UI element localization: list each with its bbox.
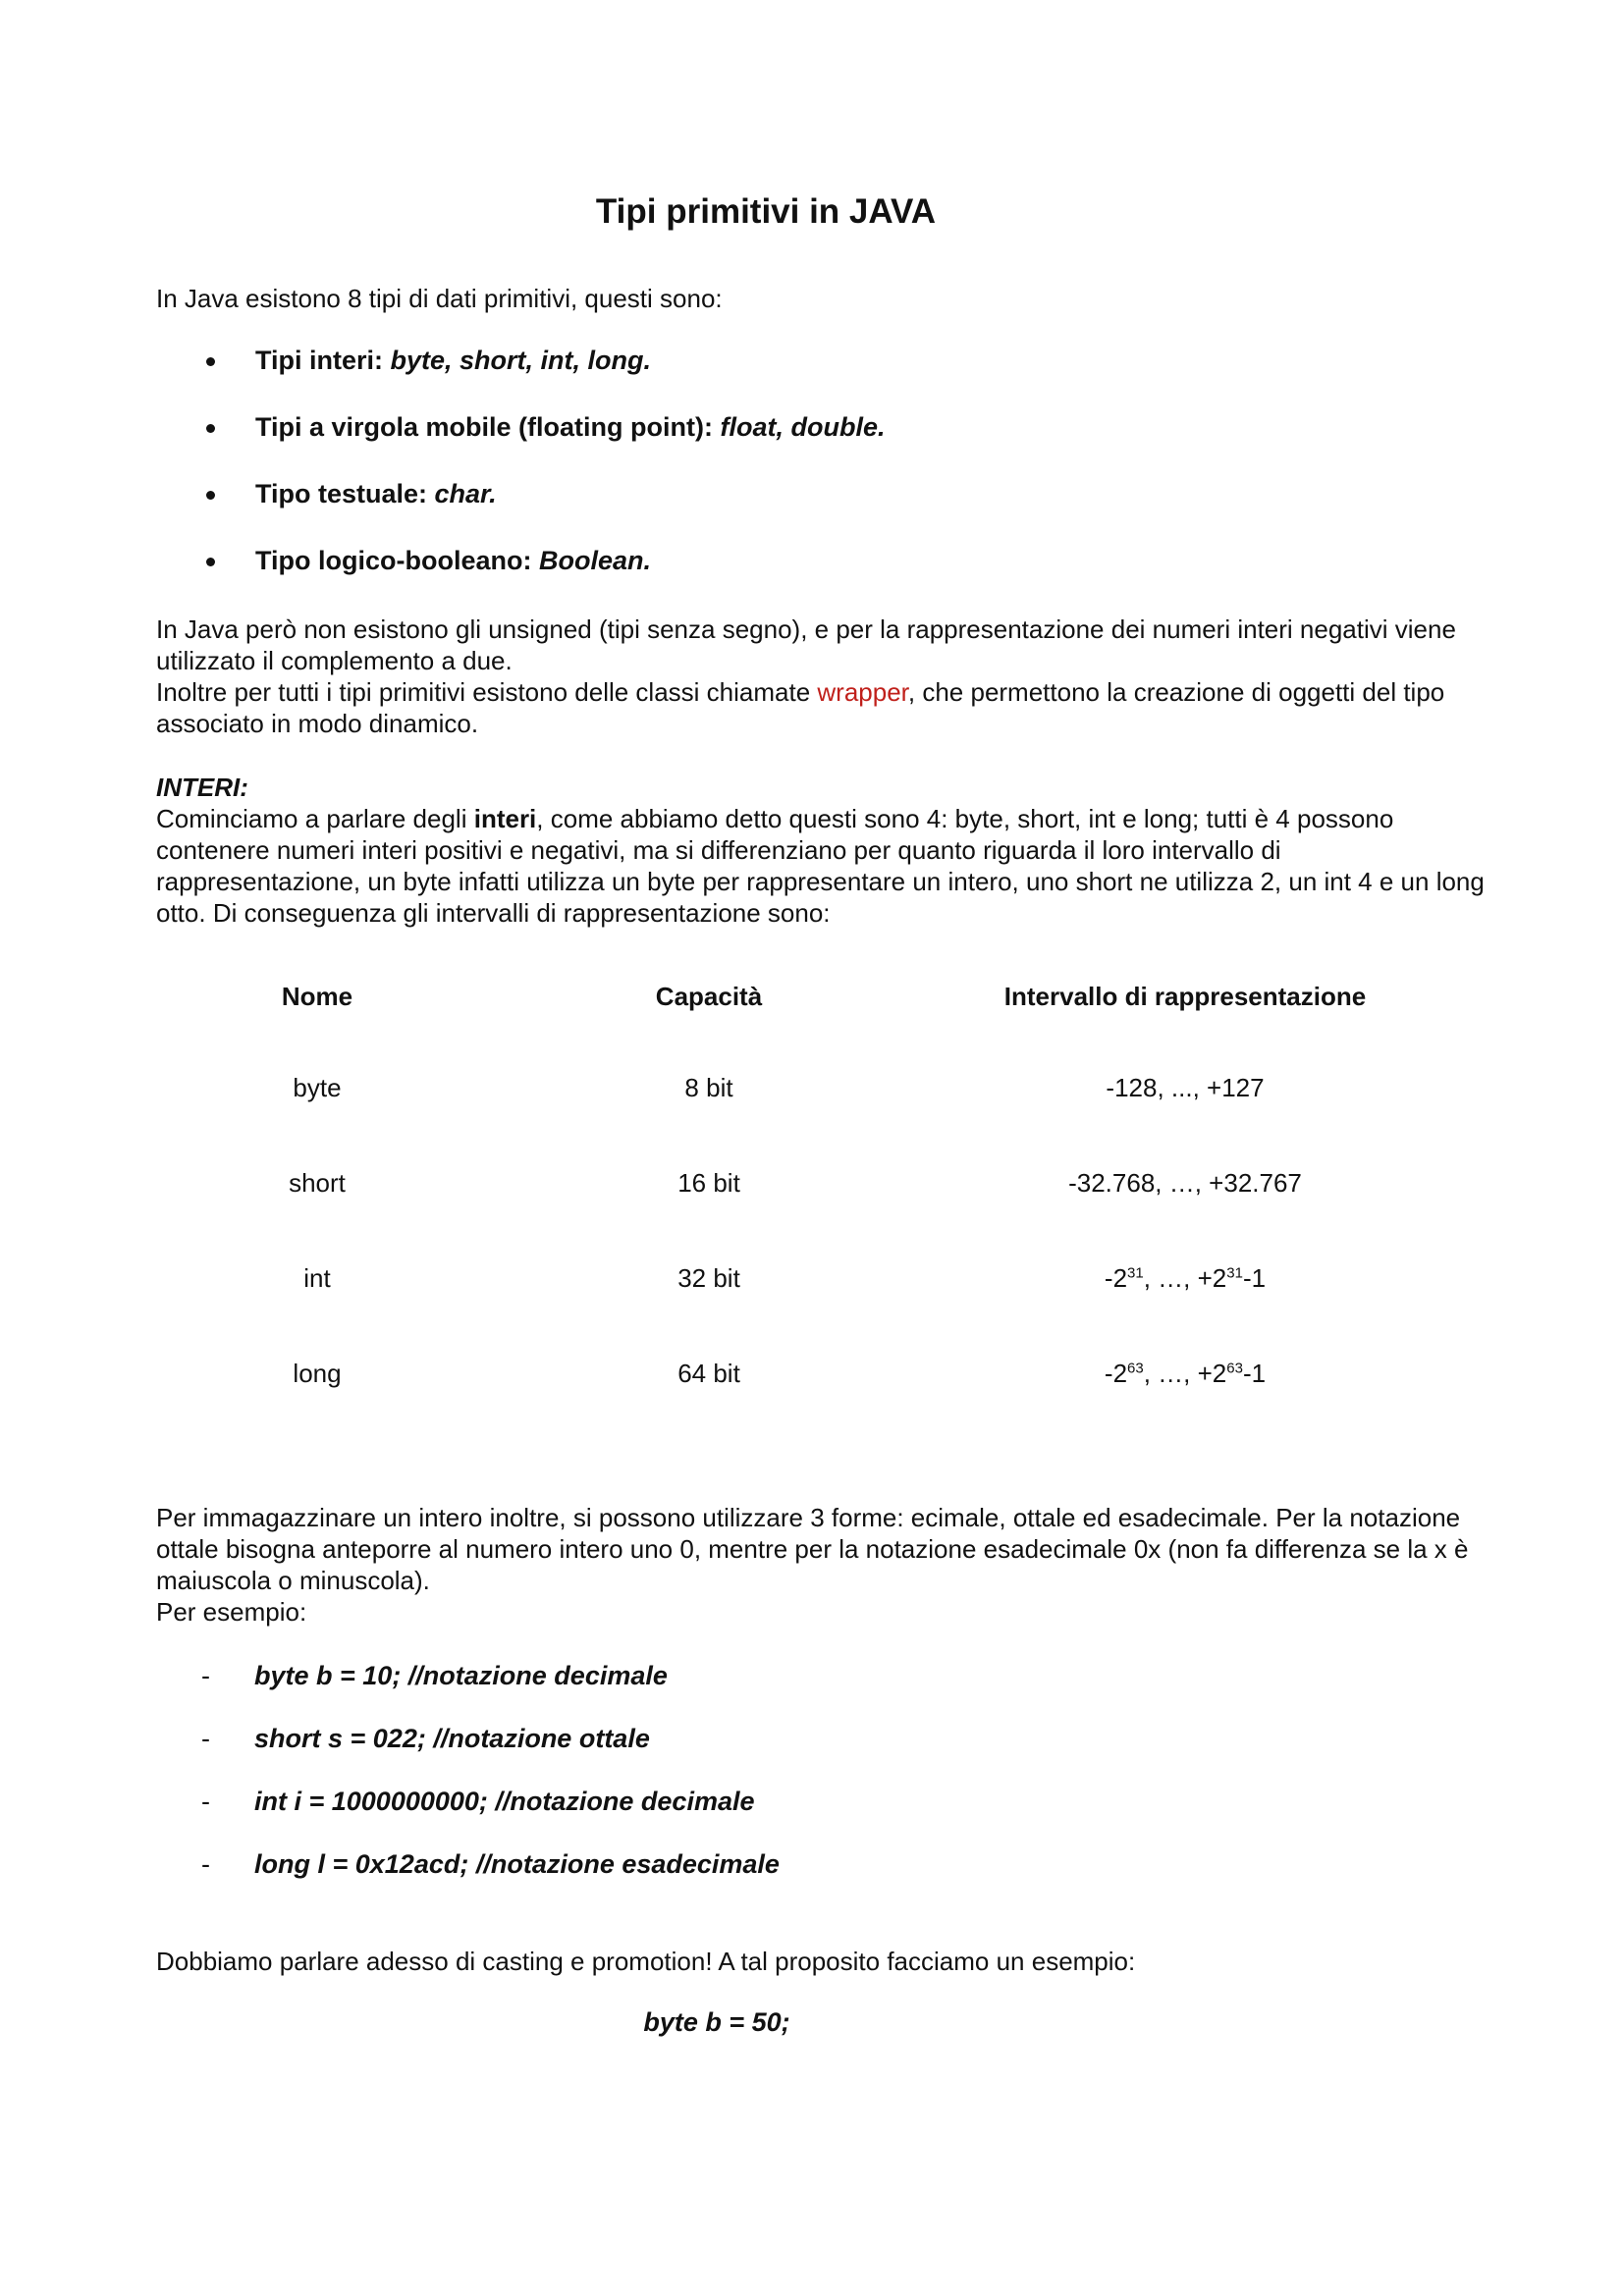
integer-types-table xyxy=(156,982,1431,1421)
cell-range xyxy=(940,1231,1431,1326)
interi-section xyxy=(156,772,1491,929)
header-intervallo: Intervallo di rappresentazione xyxy=(1003,982,1367,1011)
range-part: , …, +2 xyxy=(1143,1359,1227,1388)
intro-paragraph: In Java esistono 8 tipi di dati primitivi, questi sono: xyxy=(156,284,723,313)
bullet-value: char. xyxy=(434,479,497,508)
example-code: short s = 022; //notazione ottale xyxy=(254,1724,650,1753)
forme-paragraph xyxy=(156,1502,1491,1628)
range-exponent: 63 xyxy=(1127,1360,1144,1377)
dash-marker: - xyxy=(201,1849,210,1879)
interi-text-after: , come abbiamo detto questi sono 4: byte, short, int e long; tutti è 4 possono contenere numeri interi positivi e negativi, ma si differenziano per quanto riguarda il loro intervallo di rappresentazione, un byte infatti utilizza un byte per rappresentare un intero, uno short ne utilizza 2, un int 4 e un long otto. Di conseguenza gli intervalli di rappresentazione sono: xyxy=(156,804,1485,928)
table-row xyxy=(156,1231,1431,1326)
interi-text-before: Cominciamo a parlare degli xyxy=(156,804,474,833)
per-esempio-text: Per esempio: xyxy=(156,1597,307,1627)
bullet-label: Tipi interi: xyxy=(255,346,391,375)
wrapper-link[interactable]: wrapper xyxy=(817,677,908,707)
cell-capacity: 32 bit xyxy=(677,1263,740,1293)
cell-name: short xyxy=(289,1168,346,1198)
range-exponent: 31 xyxy=(1127,1264,1144,1282)
dash-marker: - xyxy=(201,1661,210,1690)
bullet-label: Tipo logico-booleano: xyxy=(255,546,539,575)
unsigned-paragraph xyxy=(156,614,1491,739)
cell-capacity: 64 bit xyxy=(677,1359,740,1388)
bullet-icon xyxy=(206,424,215,433)
table-header-row xyxy=(156,982,1431,1041)
table-row xyxy=(156,1326,1431,1421)
bullet-value: float, double. xyxy=(720,412,886,442)
dash-marker: - xyxy=(201,1724,210,1753)
table-row xyxy=(156,1136,1431,1231)
dash-marker: - xyxy=(201,1787,210,1816)
casting-paragraph: Dobbiamo parlare adesso di casting e promotion! A tal proposito facciamo un esempio: xyxy=(156,1947,1136,1976)
range-exponent: 63 xyxy=(1226,1360,1243,1377)
unsigned-text: In Java però non esistono gli unsigned (tipi senza segno), e per la rappresentazione dei numeri interi negativi viene utilizzato il complemento a due. xyxy=(156,614,1456,675)
bullet-icon xyxy=(206,357,215,366)
example-code: int i = 1000000000; //notazione decimale xyxy=(254,1787,755,1816)
header-capacita: Capacità xyxy=(655,982,763,1011)
bullet-value: Boolean. xyxy=(538,546,651,575)
bullet-label: Tipo testuale: xyxy=(255,479,435,508)
bullet-label: Tipi a virgola mobile (floating point): xyxy=(255,412,721,442)
wrapper-text-after: , che permettono la creazione di oggetti del tipo associato in modo dinamico. xyxy=(156,677,1445,738)
range-part: -1 xyxy=(1242,1359,1267,1388)
cell-capacity: 16 bit xyxy=(677,1168,740,1198)
cell-name: int xyxy=(303,1263,331,1293)
table-row xyxy=(156,1041,1431,1136)
bullet-icon xyxy=(206,558,215,566)
range-part: -2 xyxy=(1104,1263,1128,1293)
cell-name: long xyxy=(293,1359,342,1388)
bullet-value: byte, short, int, long. xyxy=(390,346,652,375)
range-part: , …, +2 xyxy=(1143,1263,1227,1293)
wrapper-text-before: Inoltre per tutti i tipi primitivi esistono delle classi chiamate xyxy=(156,677,818,707)
range-part: -1 xyxy=(1242,1263,1267,1293)
example-code: byte b = 10; //notazione decimale xyxy=(254,1661,668,1690)
cell-range: -128, ..., +127 xyxy=(1106,1073,1265,1102)
interi-bold: interi xyxy=(473,804,537,833)
header-nome: Nome xyxy=(281,982,353,1011)
example-code: long l = 0x12acd; //notazione esadecimale xyxy=(254,1849,780,1879)
code-line: byte b = 50; xyxy=(643,2007,790,2037)
interi-heading: INTERI: xyxy=(156,773,248,802)
cell-range xyxy=(940,1326,1431,1421)
page-title: Tipi primitivi in JAVA xyxy=(595,192,937,231)
range-exponent: 31 xyxy=(1226,1264,1243,1282)
bullet-icon xyxy=(206,491,215,500)
range-part: -2 xyxy=(1104,1359,1128,1388)
cell-range: -32.768, …, +32.767 xyxy=(1068,1168,1302,1198)
forme-text: Per immagazzinare un intero inoltre, si possono utilizzare 3 forme: ecimale, ottale ed esadecimale. Per la notazione ottale bisogna anteporre al numero intero uno 0, mentre per la notazione esadecimale 0x (non fa differenza se la x è maiuscola o minuscola). xyxy=(156,1503,1469,1595)
cell-capacity: 8 bit xyxy=(684,1073,733,1102)
cell-name: byte xyxy=(293,1073,342,1102)
